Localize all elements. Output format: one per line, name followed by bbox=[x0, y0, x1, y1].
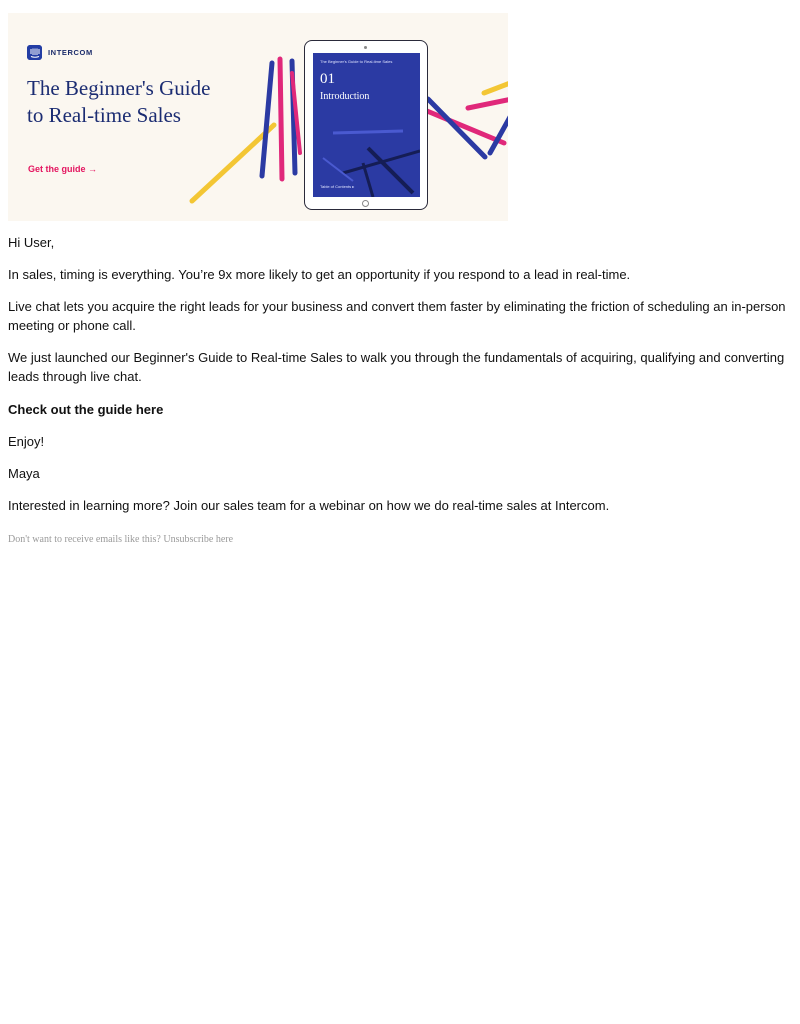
tablet-home-button bbox=[362, 200, 369, 207]
email-content bbox=[8, 233, 790, 515]
tablet-illustration bbox=[304, 40, 428, 210]
signature: Maya bbox=[8, 466, 40, 481]
banner-title bbox=[27, 75, 257, 129]
closing: Enjoy! bbox=[8, 434, 45, 449]
banner-title-line2: to Real-time Sales bbox=[27, 103, 181, 127]
intercom-logo bbox=[27, 45, 93, 60]
tablet-screen bbox=[313, 53, 420, 197]
tablet-eyebrow: The Beginner's Guide to Real-time Sales bbox=[320, 59, 393, 64]
email-body bbox=[8, 13, 790, 545]
tablet-chapter-title: Introduction bbox=[320, 91, 370, 102]
paragraph-timing: In sales, timing is everything. You’re 9x more likely to get an opportunity if you respond to a lead in real-time. bbox=[8, 267, 631, 282]
tablet-toc: Table of Contents ▸ bbox=[320, 184, 355, 189]
get-the-guide-link[interactable]: Get the guide → bbox=[28, 164, 98, 174]
guide-banner[interactable] bbox=[8, 13, 508, 221]
intercom-wordmark: INTERCOM bbox=[48, 48, 93, 57]
footer-prefix: Don't want to receive emails like this? bbox=[8, 534, 161, 545]
email-footer bbox=[8, 534, 790, 545]
unsubscribe-link[interactable]: Unsubscribe here bbox=[163, 534, 234, 545]
postscript-webinar: Interested in learning more? Join our sales team for a webinar on how we do real-time sales at Intercom. bbox=[8, 498, 610, 513]
check-out-guide-link[interactable]: Check out the guide here bbox=[8, 402, 164, 417]
tablet-chapter-number: 01 bbox=[320, 71, 335, 87]
intercom-icon bbox=[27, 45, 42, 60]
paragraph-live-chat: Live chat lets you acquire the right leads for your business and convert them faster by eliminating the friction of scheduling an in-person meeting or phone call. bbox=[8, 299, 786, 333]
paragraph-launch: We just launched our Beginner's Guide to Real-time Sales to walk you through the fundamentals of acquiring, qualifying and converting leads through live chat. bbox=[8, 350, 785, 384]
greeting: Hi User, bbox=[8, 235, 55, 250]
banner-title-line1: The Beginner's Guide bbox=[27, 76, 211, 100]
tablet-camera bbox=[364, 46, 367, 49]
